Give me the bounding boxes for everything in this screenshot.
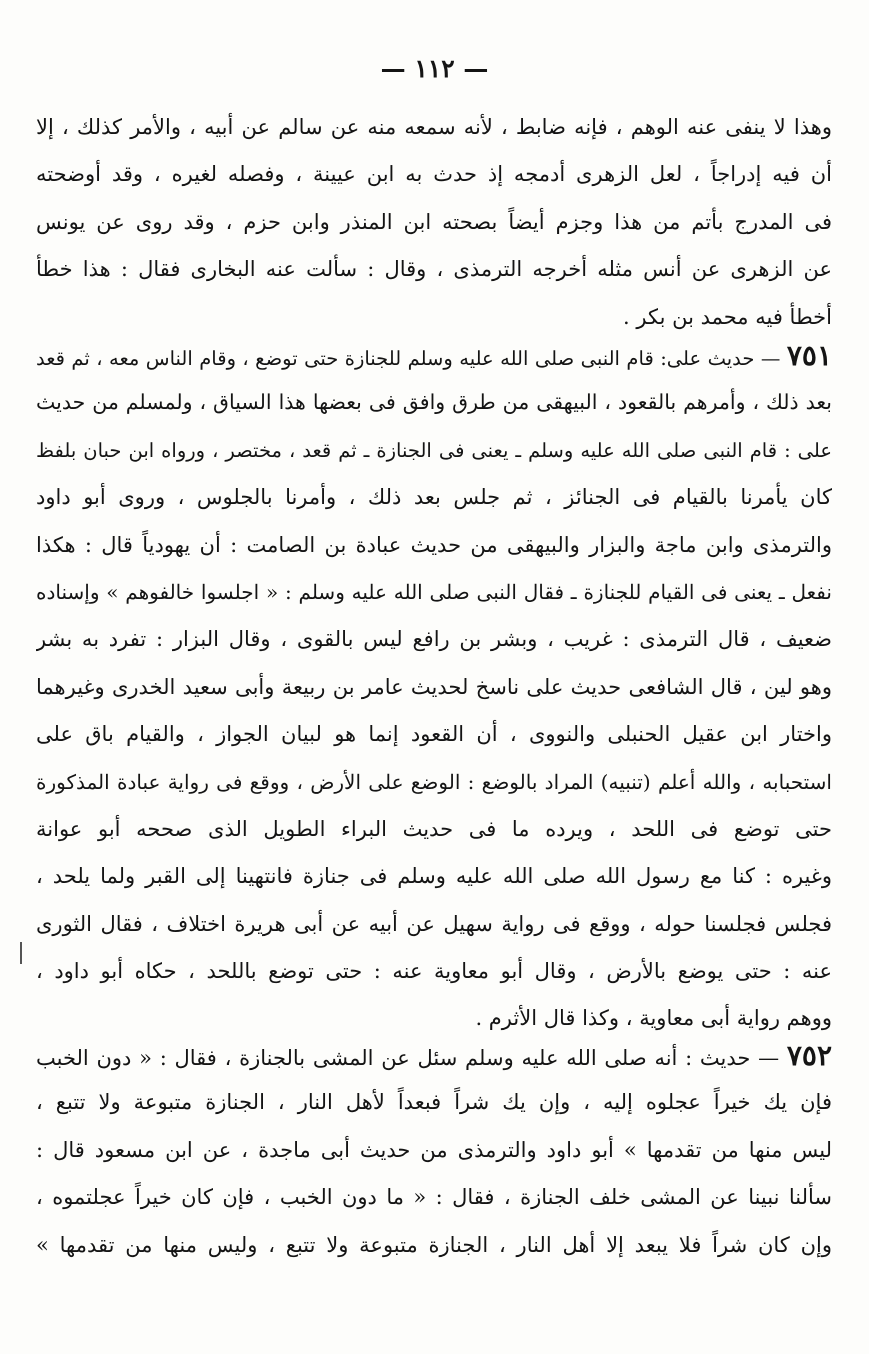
hadith-number: ٧٥١	[786, 339, 832, 372]
text-line: وهذا لا ينفى عنه الوهم ، فإنه ضابط ، لأنه سمعه منه عن سالم عن أبيه ، والأمر كذلك ، إلا	[36, 115, 832, 139]
margin-mark	[20, 942, 22, 964]
text-line: أن فيه إدراجاً ، لعل الزهرى أدمجه إذ حدث به ابن عيينة ، وفصله لغيره ، وقد أوضحته	[36, 162, 832, 187]
hadith-752-paragraph	[36, 1032, 832, 1269]
hadith-751-first-line	[36, 332, 832, 379]
text-line: استحبابه ، والله أعلم (تنبيه) المراد بالوضع : الوضع على الأرض ، ووقع فى رواية عبادة المذكورة	[36, 769, 832, 794]
text-line: واختار ابن عقيل الحنبلى والنووى ، أن القعود إنما هو لبيان الجواز ، والقيام باق على	[36, 722, 832, 747]
text-line: وغيره : كنا مع رسول الله صلى الله عليه وسلم فى جنازة فانتهينا إلى القبر ولما يلحد ،	[36, 864, 832, 889]
text-line: فى المدرج بأتم من هذا وجزم أيضاً بصحته ابن المنذر وابن حزم ، وقد روى عن يونس	[36, 209, 832, 234]
text-line: بعد ذلك ، وأمرهم بالقعود ، البيهقى من طرق وافق فى بعضها هذا السياق ، ولمسلم من حديث	[36, 390, 832, 415]
hadith-751-heading: — حديث على: قام النبى صلى الله عليه وسلم للجنازة حتى توضع ، وقام الناس معه ، ثم قعد	[36, 347, 781, 370]
text-line: حتى توضع فى اللحد ، ويرده ما فى حديث البراء الطويل الذى صححه أبو عوانة	[36, 816, 832, 841]
hadith-number: ٧٥٢	[786, 1039, 832, 1072]
hadith-751-paragraph	[36, 332, 832, 1043]
intro-paragraph	[36, 104, 832, 341]
text-line: وهو لين ، قال الشافعى حديث على ناسخ لحديث عامر بن ربيعة وأبى سعيد الخدرى وغيرهما	[36, 674, 832, 699]
text-line: على : قام النبى صلى الله عليه وسلم ـ يعنى فى الجنازة ـ ثم قعد ، مختصر ، ورواه ابن حبان بلفظ	[36, 438, 832, 462]
text-line: نفعل ـ يعنى فى القيام للجنازة ـ فقال النبى صلى الله عليه وسلم : « اجلسوا خالفوهم » وإسناده	[36, 579, 832, 604]
text-line: فإن يك خيراً عجلوه إليه ، وإن يك شراً فبعداً لأهل النار ، الجنازة متبوعة ولا تتبع ،	[36, 1090, 832, 1115]
hadith-752-heading: — حديث : أنه صلى الله عليه وسلم سئل عن المشى بالجنازة ، فقال : « دون الخبب	[36, 1046, 780, 1070]
text-line: ووهم رواية أبى معاوية ، وكذا قال الأثرم .	[475, 1006, 832, 1031]
text-line: ليس منها من تقدمها » أبو داود والترمذى من حديث أبى ماجدة ، عن ابن مسعود قال :	[36, 1137, 832, 1162]
page-number: — ١١٢ —	[380, 54, 489, 83]
text-line: سألنا نبينا عن المشى خلف الجنازة ، فقال : « ما دون الخبب ، فإن كان خيراً عجلتموه ،	[36, 1185, 832, 1210]
text-line: فجلس فجلسنا حوله ، ووقع فى رواية سهيل عن أبيه عن أبى هريرة اختلاف ، فقال الثورى	[36, 911, 832, 936]
text-line: والترمذى وابن ماجة والبزار والبيهقى من حديث عبادة بن الصامت : أن يهودياً قال : هكذا	[36, 532, 832, 557]
text-line: ضعيف ، قال الترمذى : غريب ، وبشر بن رافع ليس بالقوى ، وقال البزار : تفرد به بشر	[36, 627, 832, 652]
hadith-752-first-line	[36, 1032, 832, 1079]
text-line: عنه : حتى يوضع بالأرض ، وقال أبو معاوية عنه : حتى توضع باللحد ، حكاه أبو داود ،	[36, 959, 832, 984]
text-line: أخطأ فيه محمد بن بكر .	[623, 304, 832, 329]
text-line: كان يأمرنا بالقيام فى الجنائز ، ثم جلس بعد ذلك ، وأمرنا بالجلوس ، وروى أبو داود	[36, 485, 832, 510]
text-line: وإن كان شراً فلا يبعد إلا أهل النار ، الجنازة متبوعة ولا تتبع ، وليس منها من تقدمها »	[36, 1232, 832, 1257]
text-line: عن الزهرى عن أنس مثله أخرجه الترمذى ، وقال : سألت عنه البخارى فقال : هذا خطأ	[36, 257, 832, 282]
